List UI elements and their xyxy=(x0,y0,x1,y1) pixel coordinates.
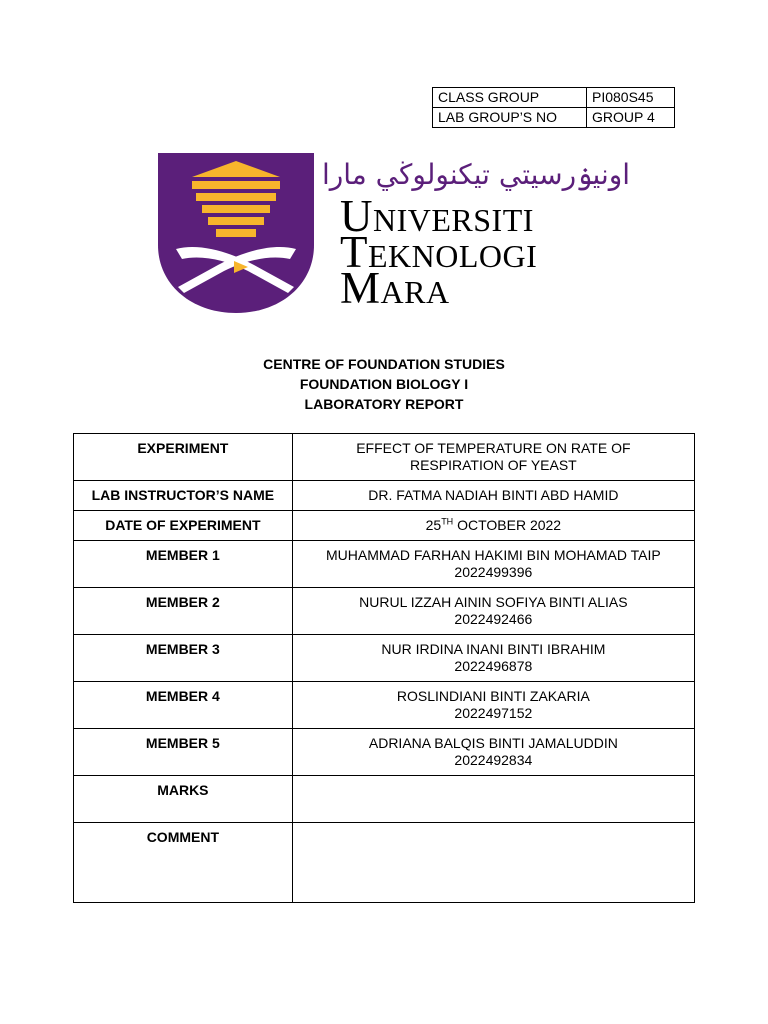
member-value xyxy=(292,588,694,635)
member-label: MEMBER 4 xyxy=(74,682,293,729)
member-name: MUHAMMAD FARHAN HAKIMI BIN MOHAMAD TAIP xyxy=(325,547,661,563)
jawi-name-text: اونيۏرسيتي تيكنولوڬي مارا xyxy=(321,158,631,191)
lab-group-label: LAB GROUP’S NO xyxy=(433,108,587,128)
member-label: MEMBER 2 xyxy=(74,588,293,635)
member-id: 2022492834 xyxy=(454,752,533,768)
lab-group-value: GROUP 4 xyxy=(587,108,675,128)
member-name: ADRIANA BALQIS BINTI JAMALUDDIN xyxy=(368,735,618,751)
comment-row xyxy=(74,823,695,903)
university-name-line2: Teknologi xyxy=(340,227,538,277)
member-row xyxy=(74,682,695,729)
lab-group-row xyxy=(433,108,675,128)
instructor-value: DR. FATMA NADIAH BINTI ABD HAMID xyxy=(292,481,694,511)
marks-field[interactable] xyxy=(292,776,694,823)
heading-line1: CENTRE OF FOUNDATION STUDIES xyxy=(263,356,505,372)
experiment-line2: RESPIRATION OF YEAST xyxy=(409,457,577,473)
member-value xyxy=(292,541,694,588)
member-label: MEMBER 5 xyxy=(74,729,293,776)
experiment-label: EXPERIMENT xyxy=(74,434,293,481)
date-label: DATE OF EXPERIMENT xyxy=(74,511,293,541)
date-rest: OCTOBER 2022 xyxy=(453,517,562,533)
member-row xyxy=(74,729,695,776)
comment-label: COMMENT xyxy=(74,823,293,903)
comment-field[interactable] xyxy=(292,823,694,903)
date-suffix: TH xyxy=(441,516,454,527)
member-label: MEMBER 3 xyxy=(74,635,293,682)
jawi-name-logotype xyxy=(321,150,631,196)
member-value xyxy=(292,682,694,729)
university-name xyxy=(340,191,538,313)
member-name: NUR IRDINA INANI BINTI IBRAHIM xyxy=(381,641,606,657)
university-name-line3: Mara xyxy=(340,263,450,313)
experiment-line1: EFFECT OF TEMPERATURE ON RATE OF xyxy=(356,440,631,456)
member-row xyxy=(74,541,695,588)
report-heading xyxy=(0,354,768,414)
date-day: 25 xyxy=(425,517,442,533)
instructor-label: LAB INSTRUCTOR’S NAME xyxy=(74,481,293,511)
class-group-row xyxy=(433,88,675,108)
member-label: MEMBER 1 xyxy=(74,541,293,588)
date-row xyxy=(74,511,695,541)
class-group-value: PI080S45 xyxy=(587,88,675,108)
class-info-table xyxy=(432,87,675,128)
member-row xyxy=(74,635,695,682)
instructor-row xyxy=(74,481,695,511)
member-id: 2022499396 xyxy=(454,564,533,580)
member-row xyxy=(74,588,695,635)
member-value xyxy=(292,635,694,682)
member-name: NURUL IZZAH AININ SOFIYA BINTI ALIAS xyxy=(359,594,628,610)
member-id: 2022496878 xyxy=(454,658,533,674)
class-group-label: CLASS GROUP xyxy=(433,88,587,108)
heading-line2: FOUNDATION BIOLOGY I xyxy=(299,376,469,392)
marks-row xyxy=(74,776,695,823)
heading-line3: LABORATORY REPORT xyxy=(304,396,464,412)
experiment-value xyxy=(292,434,694,481)
experiment-row xyxy=(74,434,695,481)
report-details-table xyxy=(73,433,695,903)
marks-label: MARKS xyxy=(74,776,293,823)
member-id: 2022492466 xyxy=(454,611,533,627)
member-name: ROSLINDIANI BINTI ZAKARIA xyxy=(396,688,590,704)
uitm-logo-icon xyxy=(158,153,314,313)
university-name-line1: Universiti xyxy=(340,191,534,241)
date-value xyxy=(292,511,694,541)
member-id: 2022497152 xyxy=(454,705,533,721)
member-value xyxy=(292,729,694,776)
